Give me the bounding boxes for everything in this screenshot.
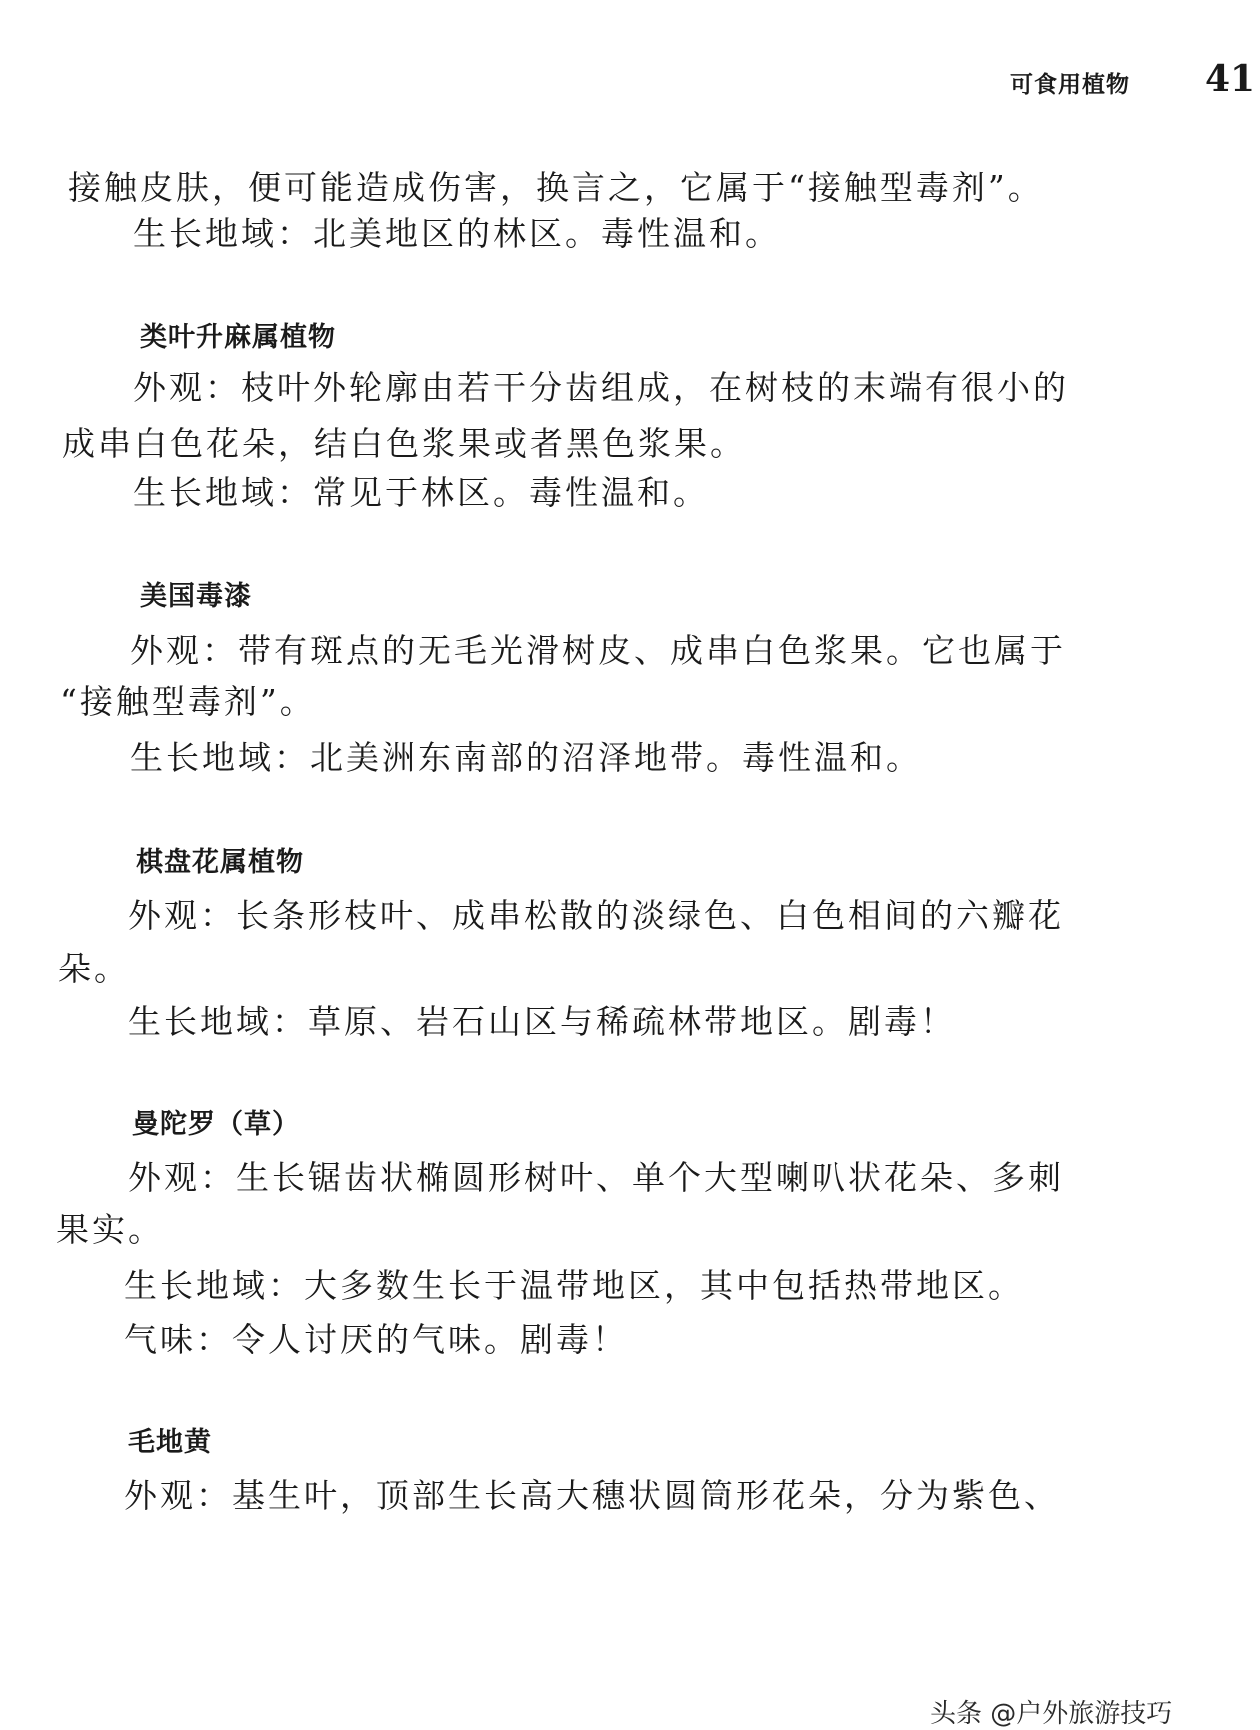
section-heading: 美国毒漆: [140, 581, 252, 612]
paragraph-line: 外观：基生叶，顶部生长高大穗状圆筒形花朵，分为紫色、: [124, 1476, 1060, 1515]
section-heading: 棋盘花属植物: [136, 847, 304, 878]
paragraph-line: 接触皮肤，便可能造成伤害，换言之，它属于“接触型毒剂”。: [68, 168, 1044, 207]
watermark-caption: 头条 @户外旅游技巧: [930, 1699, 1173, 1729]
paragraph-line: 生长地域：草原、岩石山区与稀疏林带地区。剧毒！: [128, 1002, 956, 1041]
page-number: 41: [1205, 58, 1256, 100]
paragraph-line: 外观：枝叶外轮廓由若干分齿组成，在树枝的末端有很小的: [133, 368, 1069, 407]
paragraph-line: 成串白色花朵，结白色浆果或者黑色浆果。: [62, 424, 746, 463]
paragraph-line: 生长地域：常见于林区。毒性温和。: [133, 473, 709, 512]
section-heading: 类叶升麻属植物: [140, 322, 336, 353]
paragraph-line: 生长地域：大多数生长于温带地区，其中包括热带地区。: [124, 1266, 1024, 1305]
section-heading: 毛地黄: [128, 1427, 212, 1458]
paragraph-line: 果实。: [56, 1210, 164, 1249]
section-heading: 曼陀罗（草）: [132, 1109, 300, 1140]
paragraph-line: “接触型毒剂”。: [60, 682, 316, 721]
paragraph-line: 外观：长条形枝叶、成串松散的淡绿色、白色相间的六瓣花: [128, 896, 1064, 935]
paragraph-line: 外观：带有斑点的无毛光滑树皮、成串白色浆果。它也属于: [130, 631, 1066, 670]
paragraph-line: 外观：生长锯齿状椭圆形树叶、单个大型喇叭状花朵、多刺: [128, 1158, 1064, 1197]
paragraph-line: 生长地域：北美地区的林区。毒性温和。: [133, 214, 781, 253]
paragraph-line: 气味：令人讨厌的气味。剧毒！: [124, 1320, 628, 1359]
paragraph-line: 生长地域：北美洲东南部的沼泽地带。毒性温和。: [130, 738, 922, 777]
paragraph-line: 朵。: [58, 949, 130, 988]
running-title: 可食用植物: [1010, 72, 1130, 98]
